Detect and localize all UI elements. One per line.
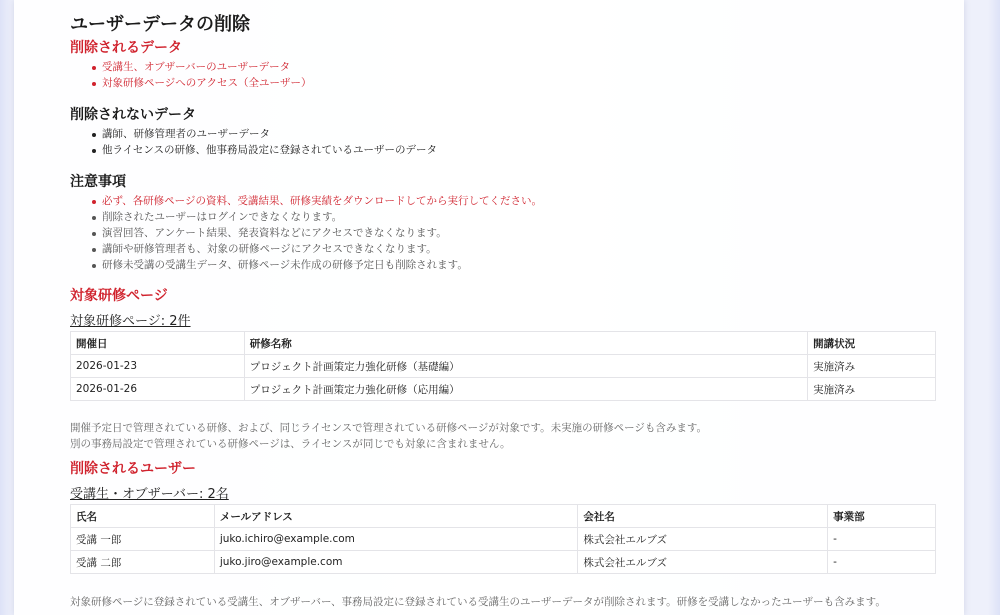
list-item: 演習回答、アンケート結果、発表資料などにアクセスできなくなります。 — [70, 225, 542, 241]
cell-division: - — [828, 528, 936, 551]
cell-date: 2026-01-23 — [71, 355, 245, 378]
cell-name: 受講 一郎 — [71, 528, 215, 551]
target-pages-count: 対象研修ページ: 2件 — [70, 314, 191, 329]
target-pages-note: 開催予定日で管理されている研修、および、同じライセンスで管理されている研修ページが対象です。未実施の研修ページも含みます。 — [70, 422, 708, 434]
deleted-users-table — [70, 504, 936, 574]
list-item: 受講生、オブザーバーのユーザーデータ — [70, 59, 311, 75]
table-header-row — [71, 505, 936, 528]
list-item: 研修未受講の受講生データ、研修ページ未作成の研修予定日も削除されます。 — [70, 257, 542, 273]
table-header-row — [71, 332, 936, 355]
list-item: 講師、研修管理者のユーザーデータ — [70, 126, 437, 142]
list-item: 必ず、各研修ページの資料、受講結果、研修実績をダウンロードしてから実行してください。 — [70, 193, 542, 209]
list-item: 対象研修ページへのアクセス（全ユーザー） — [70, 75, 311, 91]
cell-training-name: プロジェクト計画策定力強化研修（応用編） — [244, 378, 807, 401]
deleted-users-heading: 削除されるユーザー — [70, 461, 196, 477]
target-pages-note: 別の事務局設定で管理されている研修ページは、ライセンスが同じでも対象に含まれません。 — [70, 438, 511, 450]
cell-date: 2026-01-26 — [71, 378, 245, 401]
column-header: 研修名称 — [244, 332, 807, 355]
column-header: 会社名 — [578, 505, 828, 528]
kept-data-list — [70, 126, 437, 158]
list-item: 講師や研修管理者も、対象の研修ページにアクセスできなくなります。 — [70, 241, 542, 257]
table-row — [71, 551, 936, 574]
column-header: メールアドレス — [214, 505, 578, 528]
cautions-list — [70, 193, 542, 273]
page-title: ユーザーデータの削除 — [70, 14, 250, 35]
cell-status: 実施済み — [808, 355, 936, 378]
table-row — [71, 378, 936, 401]
cell-status: 実施済み — [808, 378, 936, 401]
cell-company: 株式会社エルブズ — [578, 551, 828, 574]
cautions-heading: 注意事項 — [70, 174, 126, 190]
table-row — [71, 355, 936, 378]
deleted-data-heading: 削除されるデータ — [70, 40, 182, 56]
cell-email: juko.ichiro@example.com — [214, 528, 578, 551]
list-item: 削除されたユーザーはログインできなくなります。 — [70, 209, 542, 225]
target-pages-heading: 対象研修ページ — [70, 288, 168, 304]
deleted-data-list — [70, 59, 311, 91]
deleted-users-count: 受講生・オブザーバー: 2名 — [70, 487, 229, 502]
column-header: 開講状況 — [808, 332, 936, 355]
cell-division: - — [828, 551, 936, 574]
column-header: 氏名 — [71, 505, 215, 528]
column-header: 開催日 — [71, 332, 245, 355]
cell-training-name: プロジェクト計画策定力強化研修（基礎編） — [244, 355, 807, 378]
cell-company: 株式会社エルブズ — [578, 528, 828, 551]
column-header: 事業部 — [828, 505, 936, 528]
kept-data-heading: 削除されないデータ — [70, 107, 196, 123]
dialog-panel — [14, 0, 964, 615]
cell-name: 受講 二郎 — [71, 551, 215, 574]
cell-email: juko.jiro@example.com — [214, 551, 578, 574]
table-row — [71, 528, 936, 551]
list-item: 他ライセンスの研修、他事務局設定に登録されているユーザーのデータ — [70, 142, 437, 158]
deleted-users-note: 対象研修ページに登録されている受講生、オブザーバー、事務局設定に登録されている受講生のユーザーデータが削除されます。研修を受講しなかったユーザーも含みます。 — [70, 596, 886, 608]
target-pages-table — [70, 331, 936, 401]
